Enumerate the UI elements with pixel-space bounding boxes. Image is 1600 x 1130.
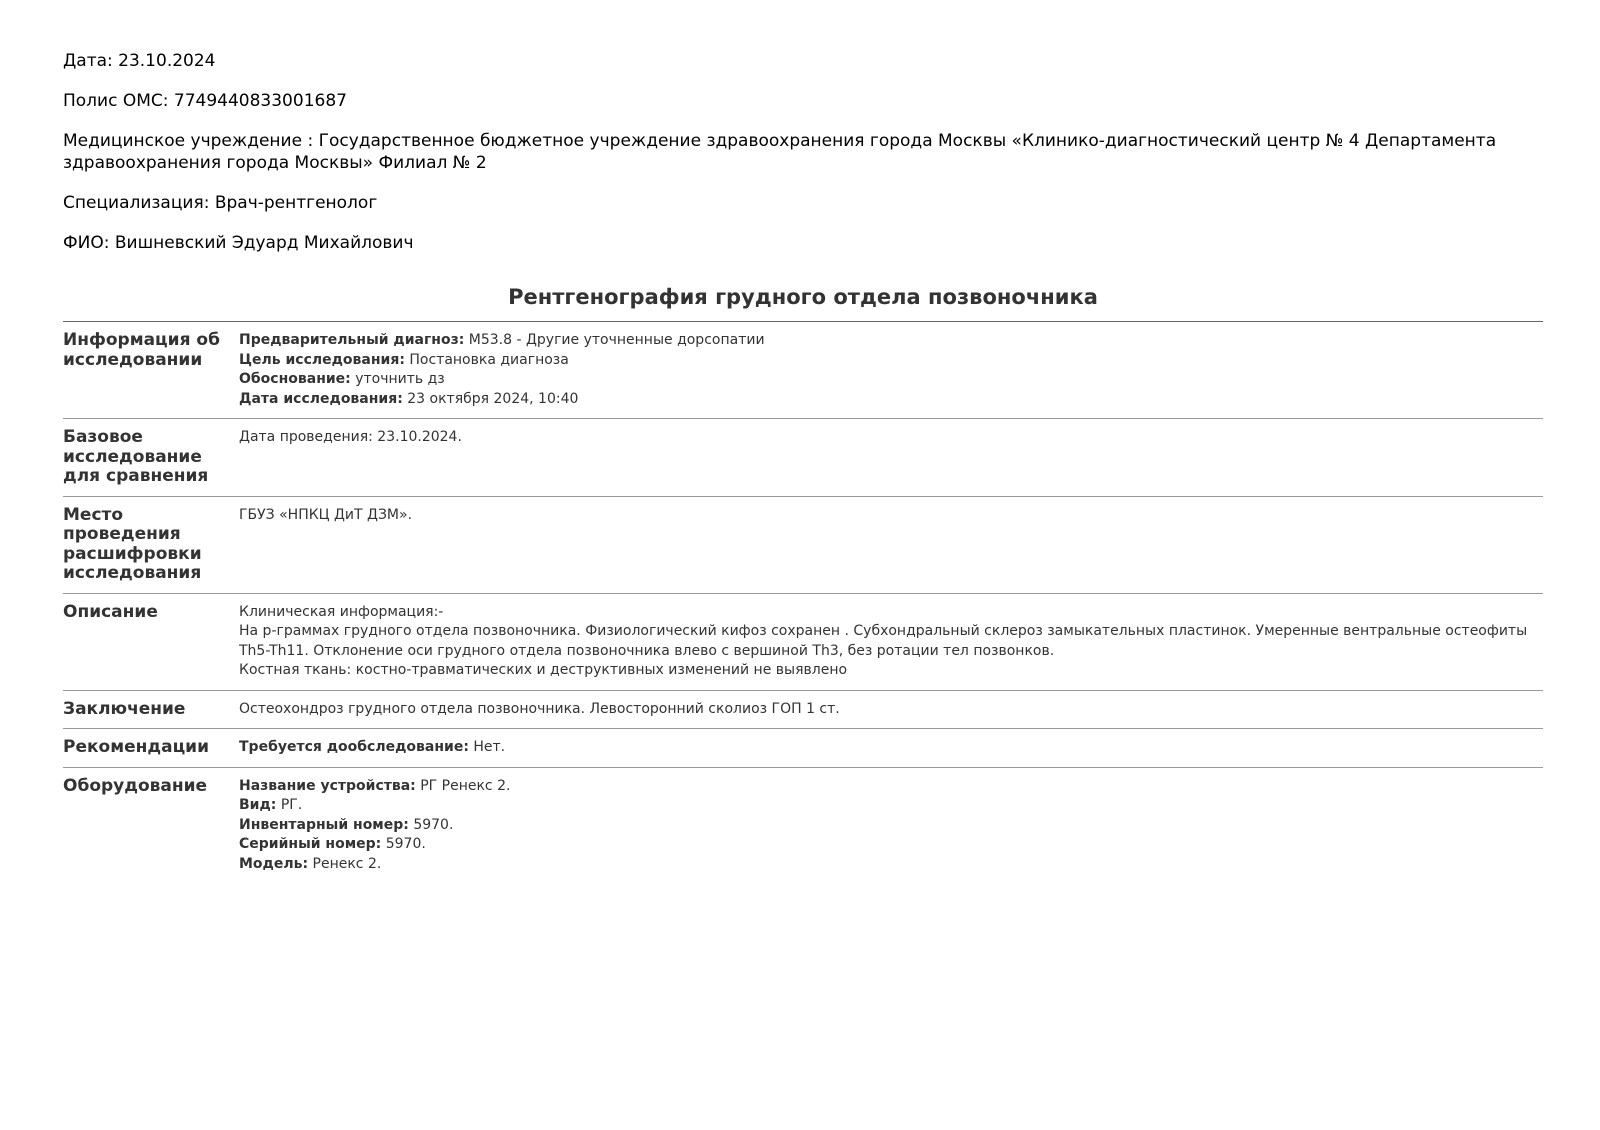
field-value: уточнить дз [355,371,445,387]
row-content [239,322,1543,419]
document-page [63,50,1543,883]
field-key: Требуется дообследование: [239,739,469,755]
field-value: РГ Ренекс 2. [420,777,511,794]
row-content: Дата проведения: 23.10.2024. [239,419,1543,497]
field-value: РГ. [280,797,303,813]
policy-number: Полис ОМС: 7749440833001687 [63,91,347,111]
row-label: Рекомендации [63,729,239,768]
field-key: Модель: [239,855,309,872]
field-value: Постановка диагноза [409,351,569,368]
row-label: Базовое исследование для сравнения [63,419,239,497]
device-model [239,855,1543,875]
field-value: 23 октября 2024, 10:40 [407,390,579,407]
field-key: Обоснование: [239,371,351,387]
report-table [63,322,1543,883]
followup-required [239,738,1543,758]
study-purpose [239,351,1543,371]
field-key: Серийный номер: [239,836,382,852]
doctor-specialization: Специализация: Врач-рентгенолог [63,193,378,213]
document-date: Дата: 23.10.2024 [63,51,216,71]
prelim-diagnosis [239,331,1543,351]
serial-number [239,835,1543,855]
device-name [239,777,1543,797]
field-value: 5970. [413,816,454,833]
field-key: Название устройства: [239,777,416,794]
medical-institution: Медицинское учреждение : Государственное бюджетное учреждение здравоохранения города Москвы «Клинико-диагностический центр № 4 Департамента здравоохранения города Москвы» Филиал № 2 [63,131,1497,173]
row-content [239,729,1543,768]
row-conclusion [63,690,1543,729]
field-value: M53.8 - Другие уточненные дорсопатии [468,332,765,348]
clinical-info: Клиническая информация:- [239,603,444,620]
row-label: Заключение [63,690,239,729]
field-key: Цель исследования: [239,351,405,368]
device-type [239,796,1543,816]
patient-fio: ФИО: Вишневский Эдуард Михайлович [63,233,414,253]
row-place [63,496,1543,593]
row-label: Место проведения расшифровки исследования [63,496,239,593]
row-label: Описание [63,593,239,690]
field-value: Ренекс 2. [312,855,382,872]
field-value: Нет. [473,739,506,755]
field-key: Дата исследования: [239,390,403,407]
study-date [239,390,1543,410]
inventory-number [239,816,1543,836]
row-baseline [63,419,1543,497]
description-text: На р-граммах грудного отдела позвоночника. Физиологический кифоз сохранен . Субхондральный склероз замыкательных пластинок. Умеренные вентральные остеофиты Th5-Th11. Отклонение оси грудного отдела позвоночника влево с вершиной Th3, без ротации тел позвонков. [239,623,1528,659]
field-key: Предварительный диагноз: [239,332,465,348]
row-content [239,593,1543,690]
row-equipment [63,767,1543,883]
row-label: Информация об исследовании [63,322,239,419]
row-description [63,593,1543,690]
report-title: Рентгенография грудного отдела позвоночника [63,284,1543,322]
row-recommendations [63,729,1543,768]
field-key: Вид: [239,797,277,813]
field-key: Инвентарный номер: [239,816,409,833]
row-label: Оборудование [63,775,208,796]
study-reason [239,370,1543,390]
row-content: Остеохондроз грудного отдела позвоночника. Левосторонний сколиоз ГОП 1 ст. [239,690,1543,729]
field-value: 5970. [385,836,426,852]
row-study-info [63,322,1543,419]
bone-tissue-text: Костная ткань: костно-травматических и деструктивных изменений не выявлено [239,662,848,678]
row-content: ГБУЗ «НПКЦ ДиТ ДЗМ». [239,496,1543,593]
row-content [239,767,1543,883]
